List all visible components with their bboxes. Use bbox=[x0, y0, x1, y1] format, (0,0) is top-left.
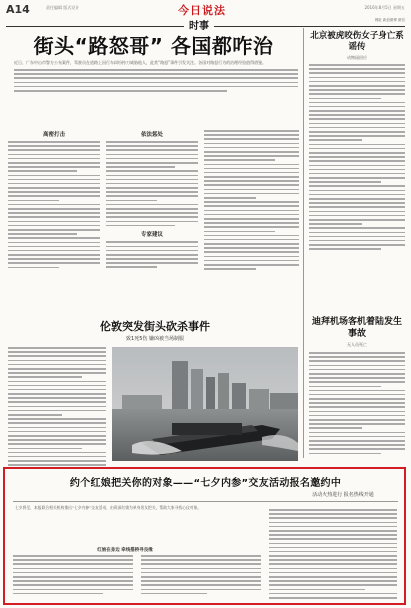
right-text-2-lines bbox=[309, 352, 405, 454]
column-2-title-b: 专家建议 bbox=[140, 232, 163, 239]
main-headline: 街头“路怒哥” 各国都咋治 bbox=[33, 34, 274, 58]
boat-photo-image bbox=[112, 347, 298, 461]
column-2-title: 依法惩处 bbox=[140, 132, 163, 138]
second-headline: 伦敦突发街头砍杀事件 bbox=[100, 320, 210, 333]
boxed-subhead: 活动火热进行 报名热线开通 bbox=[312, 492, 374, 498]
section-title: 时事 bbox=[184, 17, 214, 32]
article-column-2 bbox=[106, 130, 198, 271]
page-header bbox=[6, 3, 405, 17]
section-bar bbox=[6, 17, 405, 32]
boxed-column-1-lines bbox=[13, 555, 133, 594]
right-headline-1: 北京被虎咬伤女子身亡系谣传 bbox=[310, 31, 404, 52]
left-meta: 责任编辑 版式设计 bbox=[46, 5, 80, 10]
right-text-1-lines bbox=[309, 64, 405, 250]
column-2-text-b bbox=[106, 241, 198, 268]
article-column-3 bbox=[204, 130, 299, 272]
right-subhead-1: 动物园回应 bbox=[347, 55, 367, 60]
news-photo-boat bbox=[112, 347, 298, 461]
right-column-text-2 bbox=[309, 352, 405, 457]
boxed-divider bbox=[13, 501, 398, 502]
column-1-text bbox=[8, 141, 100, 268]
second-article-lines bbox=[8, 347, 106, 470]
boxed-article bbox=[3, 467, 406, 605]
column-divider bbox=[303, 28, 304, 458]
column-3-text bbox=[204, 130, 299, 270]
article-column-1 bbox=[8, 130, 100, 271]
issue-date: 2016年8月5日 星期五 bbox=[364, 5, 405, 10]
main-lead bbox=[14, 60, 298, 124]
boxed-column-3-lines bbox=[269, 509, 397, 599]
right-column-text-1 bbox=[309, 64, 405, 252]
boxed-column-3 bbox=[269, 509, 397, 601]
boxed-column-1 bbox=[13, 555, 133, 597]
boxed-column-2 bbox=[141, 555, 261, 597]
column-1-title: 高密打击 bbox=[42, 132, 65, 138]
second-subhead: 致1死5伤 嫌凶被当场制服 bbox=[126, 336, 184, 342]
column-2-text bbox=[106, 141, 198, 226]
second-article-text bbox=[8, 347, 106, 473]
right-meta: 网址 新浪微博 微信 bbox=[374, 18, 405, 22]
right-subhead-2: 无人员死亡 bbox=[347, 342, 367, 347]
boxed-inner-subhead: 红娘在身边 牵线搭桥寻良缘 bbox=[97, 548, 153, 553]
masthead-logo: 今日说法 bbox=[178, 4, 226, 17]
page-number: A14 bbox=[6, 3, 30, 16]
right-headline-2: 迪拜机场客机着陆发生事故 bbox=[311, 317, 402, 339]
boxed-lead: 七夕将至，本报联合相关机构推出“七夕内参”交友活动，由资深红娘为单身男女把关，帮助大家寻找心仪对象。 bbox=[15, 505, 202, 510]
boxed-column-2-lines bbox=[141, 555, 261, 594]
main-lead-lines bbox=[14, 69, 298, 92]
boxed-headline: 约个红娘把关你的对象——“七夕内参”交友活动报名邀约中 bbox=[69, 478, 342, 489]
main-lead-text: 近日，广东中山市警方公布案件，驾驶员在道路上因行车纠纷持刀威胁他人，此类“路怒”事件引发关注。各国对路怒行为的治理经验值得借鉴。 bbox=[14, 60, 267, 65]
